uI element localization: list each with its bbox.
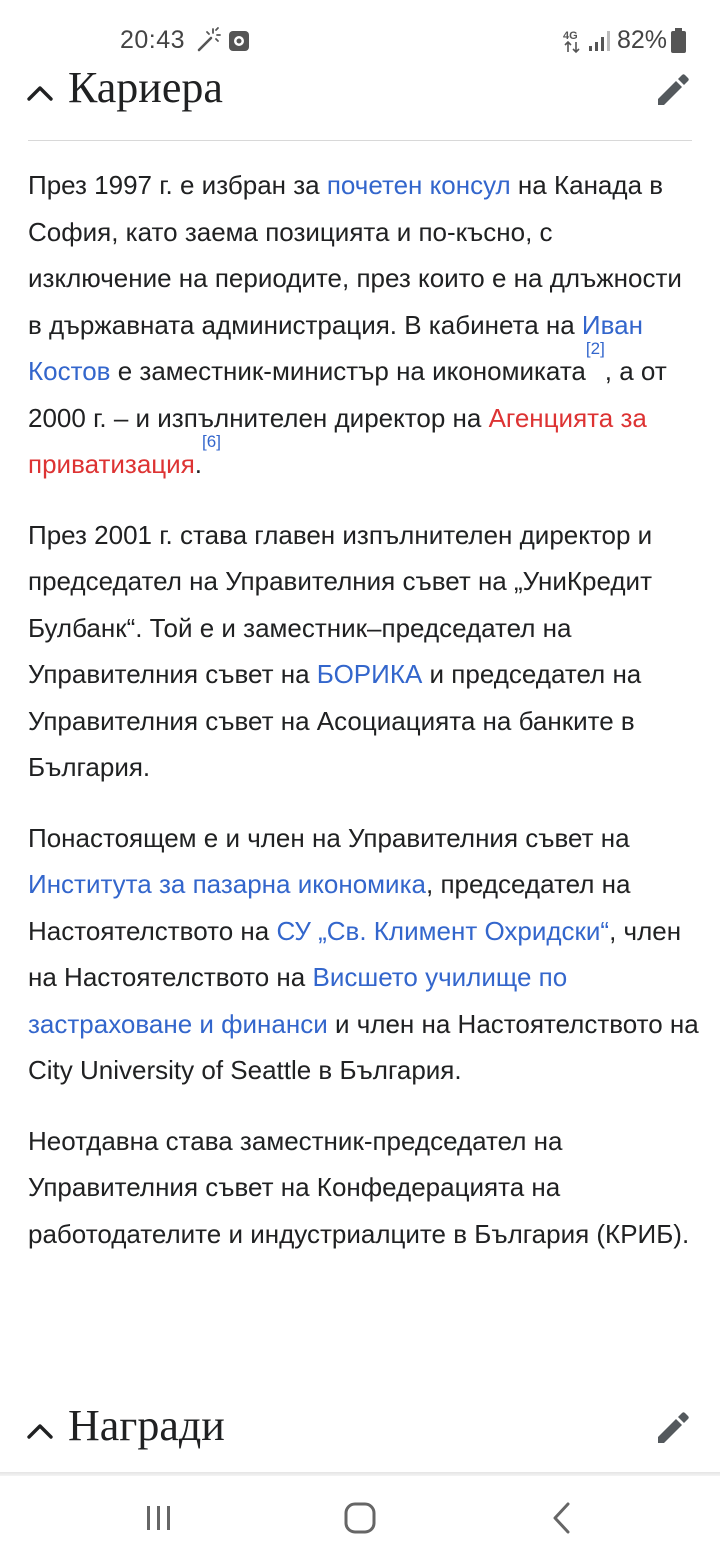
text: Неотдавна става заместник-председател на Управителния съвет на Конфедерацията на работодателите и индустриалците в България (КРИБ). (28, 1125, 690, 1249)
network-type-label: 4G (563, 30, 578, 42)
section-title-awards: Награди (68, 1401, 225, 1450)
chevron-up-icon[interactable] (24, 1416, 56, 1448)
article-content (28, 162, 700, 1281)
paragraph-2 (28, 512, 700, 791)
text: , председател на Настоятелството на (28, 869, 631, 946)
paragraph-4 (28, 1118, 700, 1258)
link-insurance-finance-school[interactable]: Висшето училище по застраховане и финанси (28, 962, 568, 1039)
status-time: 20:43 (120, 26, 186, 54)
section-title-career: Кариера (68, 63, 223, 112)
recent-apps-icon[interactable] (143, 1502, 175, 1534)
text: . (194, 449, 203, 479)
link-ivan-kostov[interactable]: Иван Костов (28, 309, 643, 386)
text: на Канада в София, като заема позицията и по-късно, с изключение на периодите, през които е на длъжности в държавната администрация. В кабинета на (28, 170, 682, 340)
text: е заместник-министър на икономиката (110, 356, 586, 386)
battery-icon (670, 28, 687, 54)
pencil-icon[interactable] (655, 72, 691, 108)
paragraph-3 (28, 815, 700, 1094)
system-navigation-bar (0, 1476, 720, 1560)
section-header-career[interactable] (0, 56, 720, 128)
section-divider (28, 140, 692, 141)
pencil-icon[interactable] (655, 1410, 691, 1446)
text: и председател на Управителния съвет на Асоциацията на банките в България. (28, 659, 642, 782)
section-header-awards[interactable] (0, 1394, 720, 1466)
text: , а от 2000 г. – и изпълнителен директор на (28, 356, 667, 433)
reference-2[interactable]: [2] (585, 339, 605, 358)
link-borica[interactable]: БОРИКА (316, 659, 423, 689)
battery-percentage: 82% (617, 26, 668, 54)
link-sofia-university[interactable]: СУ „Св. Климент Охридски“ (276, 915, 610, 946)
link-privatization-agency[interactable]: Агенцията за приватизация (28, 402, 647, 479)
link-honorary-consul[interactable]: почетен консул (326, 170, 511, 200)
link-market-economy-institute[interactable]: Института за пазарна икономика (28, 869, 426, 899)
text: През 1997 г. е избран за (28, 170, 327, 200)
signal-icon (588, 30, 612, 52)
text: През 2001 г. става главен изпълнителен директор и председател на Управителния съвет на „УниКредит Булбанк“. Той е и заместник–председател на Управителния съвет на (28, 519, 653, 689)
4g-data-icon (562, 28, 584, 54)
reference-6[interactable]: [6] (202, 432, 221, 451)
text: , член на Настоятелството на (28, 915, 682, 992)
magic-wand-icon (193, 26, 221, 54)
screen-record-icon (228, 30, 250, 52)
home-icon[interactable] (342, 1500, 378, 1536)
chevron-up-icon[interactable] (24, 78, 56, 110)
paragraph-1 (28, 162, 700, 488)
text: и член на Настоятелството на City University of Seattle в България. (28, 1008, 699, 1085)
text: Понастоящем е и член на Управителния съвет на (28, 822, 630, 853)
back-icon[interactable] (548, 1500, 576, 1536)
